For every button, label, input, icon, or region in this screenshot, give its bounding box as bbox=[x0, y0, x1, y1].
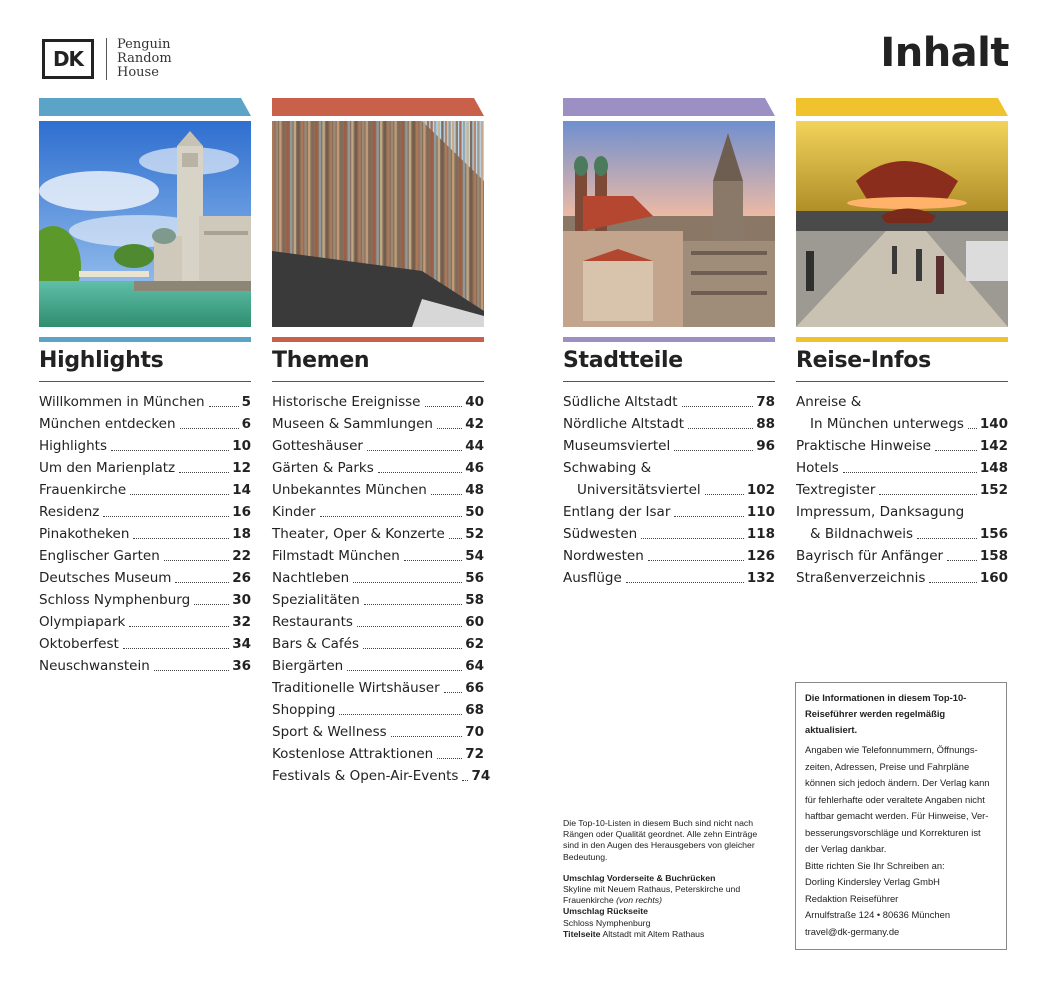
toc-entry[interactable]: Nordwesten 126 bbox=[563, 548, 775, 564]
toc-entry[interactable]: Neuschwanstein 36 bbox=[39, 658, 251, 674]
toc-entry[interactable]: Ausflüge 132 bbox=[563, 570, 775, 586]
toc-entry[interactable]: Festivals & Open-Air-Events 74 bbox=[272, 768, 491, 784]
toc-entry[interactable]: Praktische Hinweise 142 bbox=[796, 438, 1008, 454]
section-rule bbox=[563, 337, 775, 342]
toc-entry[interactable]: Anreise & In München unterwegs 140 bbox=[796, 394, 1008, 432]
toc-entry[interactable]: Restaurants 60 bbox=[272, 614, 484, 630]
toc-entry[interactable]: Gärten & Parks 46 bbox=[272, 460, 484, 476]
penguin-random-house-wordmark bbox=[117, 38, 172, 80]
toc-list-stadtteile bbox=[563, 391, 775, 589]
toc-entry[interactable]: Nördliche Altstadt 88 bbox=[563, 416, 775, 432]
section-stadtteile bbox=[563, 98, 775, 589]
toc-entry[interactable]: Gotteshäuser 44 bbox=[272, 438, 484, 454]
publisher-line: Penguin bbox=[117, 37, 171, 52]
toc-entry[interactable]: Traditionelle Wirtshäuser 66 bbox=[272, 680, 484, 696]
cover-back-title: Umschlag Rückseite bbox=[563, 906, 648, 917]
publisher-line: House bbox=[117, 65, 159, 80]
subway-station-photo bbox=[796, 121, 1008, 327]
section-tab-themen bbox=[272, 98, 484, 116]
info-box-line: Dorling Kindersley Verlag GmbH bbox=[805, 876, 940, 887]
toc-entry[interactable]: Hotels 148 bbox=[796, 460, 1008, 476]
toc-entry[interactable]: Bayrisch für Anfänger 158 bbox=[796, 548, 1008, 564]
info-box-line: haftbar gemacht werden. Für Hinweise, Ver- bbox=[805, 810, 989, 821]
toc-entry[interactable]: Frauenkirche 14 bbox=[39, 482, 251, 498]
cover-front-italic: (von rechts) bbox=[616, 895, 662, 906]
toc-entry[interactable]: Shopping 68 bbox=[272, 702, 484, 718]
section-heading-reise-infos: Reise-Infos bbox=[796, 348, 1008, 382]
email-link[interactable]: travel@dk-germany.de bbox=[805, 925, 900, 937]
colorful-facade-photo bbox=[272, 121, 484, 327]
toc-entry[interactable]: Theater, Oper & Konzerte 52 bbox=[272, 526, 484, 542]
section-tab-reise-infos bbox=[796, 98, 1008, 116]
info-box-line: Arnulfstraße 124 • 80636 München bbox=[805, 909, 951, 920]
toc-entry[interactable]: Biergärten 64 bbox=[272, 658, 484, 674]
toc-entry[interactable]: Museumsviertel 96 bbox=[563, 438, 775, 454]
logo-divider bbox=[106, 38, 107, 80]
section-rule bbox=[39, 337, 251, 342]
toc-entry[interactable]: Pinakotheken 18 bbox=[39, 526, 251, 542]
info-box-line: für fehlerhafte oder veraltete Angaben nicht bbox=[805, 793, 985, 805]
toc-entry[interactable]: Südwesten 118 bbox=[563, 526, 775, 542]
info-box-line: Redaktion Reiseführer bbox=[805, 892, 899, 904]
toc-entry[interactable]: Residenz 16 bbox=[39, 504, 251, 520]
cover-front-title: Umschlag Vorderseite & Buchrücken bbox=[563, 872, 716, 883]
info-box-heading: Die Informationen in diesem Top-10- Reiseführer werden regelmäßig aktualisiert. bbox=[805, 692, 967, 735]
info-box-line: Bitte richten Sie Ihr Schreiben an: bbox=[805, 859, 945, 871]
deutsches-museum-isar-photo bbox=[39, 121, 251, 327]
cover-back-text: Schloss Nymphenburg bbox=[563, 917, 651, 928]
toc-entry[interactable]: Entlang der Isar 110 bbox=[563, 504, 775, 520]
toc-entry[interactable]: Oktoberfest 34 bbox=[39, 636, 251, 652]
toc-entry[interactable]: Englischer Garten 22 bbox=[39, 548, 251, 564]
publisher-line: Random bbox=[117, 51, 172, 66]
toc-entry[interactable]: Textregister 152 bbox=[796, 482, 1008, 498]
toc-entry[interactable]: Impressum, Danksagung & Bildnachweis 156 bbox=[796, 504, 1008, 542]
update-info-box bbox=[795, 682, 1007, 950]
toc-entry[interactable]: Nachtleben 56 bbox=[272, 570, 484, 586]
toc-list-reise-infos bbox=[796, 391, 1008, 589]
dk-logo-mark: DK bbox=[42, 39, 94, 79]
info-box-line: besserungsvorschläge und Korrekturen ist bbox=[805, 826, 981, 838]
toc-entry[interactable]: Straßenverzeichnis 160 bbox=[796, 570, 1008, 586]
toc-entry[interactable]: Filmstadt München 54 bbox=[272, 548, 484, 564]
toc-list-highlights bbox=[39, 391, 251, 677]
section-heading-stadtteile: Stadtteile bbox=[563, 348, 775, 382]
publisher-logo bbox=[42, 38, 172, 80]
toc-entry[interactable]: Schwabing & Universitätsviertel 102 bbox=[563, 460, 775, 498]
info-box-line: zeiten, Adressen, Preise und Fahrpläne bbox=[805, 760, 970, 772]
toc-entry[interactable]: München entdecken 6 bbox=[39, 416, 251, 432]
section-rule bbox=[272, 337, 484, 342]
section-heading-themen: Themen bbox=[272, 348, 484, 382]
toc-entry[interactable]: Museen & Sammlungen 42 bbox=[272, 416, 484, 432]
toc-entry[interactable]: Spezialitäten 58 bbox=[272, 592, 484, 608]
toc-entry[interactable]: Deutsches Museum 26 bbox=[39, 570, 251, 586]
section-tab-highlights bbox=[39, 98, 251, 116]
toc-entry[interactable]: Olympiapark 32 bbox=[39, 614, 251, 630]
section-themen bbox=[272, 98, 491, 787]
section-highlights bbox=[39, 98, 251, 677]
toc-entry[interactable]: Kostenlose Attraktionen 72 bbox=[272, 746, 484, 762]
title-page-text: Altstadt mit Altem Rathaus bbox=[602, 928, 705, 939]
ranking-note: Die Top-10-Listen in diesem Buch sind nicht nach Rängen oder Qualität geordnet. Alle zehn Einträge sind in den Augen des Herausgebers von gleicher Bedeutung. bbox=[563, 818, 758, 862]
cover-front-text: Skyline mit Neuem Rathaus, Peterskirche und Frauenkirche bbox=[563, 884, 741, 906]
info-box-line: Angaben wie Telefonnummern, Öffnungs- bbox=[805, 744, 978, 755]
toc-entry[interactable]: Highlights 10 bbox=[39, 438, 251, 454]
info-box-line: können sich jedoch ändern. Der Verlag kann bbox=[805, 777, 990, 788]
title-page-label: Titelseite bbox=[563, 928, 601, 939]
munich-skyline-photo bbox=[563, 121, 775, 327]
toc-entry[interactable]: Südliche Altstadt 78 bbox=[563, 394, 775, 410]
toc-entry[interactable]: Schloss Nymphenburg 30 bbox=[39, 592, 251, 608]
toc-entry[interactable]: Bars & Cafés 62 bbox=[272, 636, 484, 652]
toc-entry[interactable]: Um den Marienplatz 12 bbox=[39, 460, 251, 476]
toc-entry[interactable]: Historische Ereignisse 40 bbox=[272, 394, 484, 410]
toc-entry[interactable]: Unbekanntes München 48 bbox=[272, 482, 484, 498]
page-title: Inhalt bbox=[880, 30, 1009, 76]
toc-list-themen bbox=[272, 391, 491, 787]
toc-entry[interactable]: Willkommen in München 5 bbox=[39, 394, 251, 410]
section-rule bbox=[796, 337, 1008, 342]
section-reise-infos bbox=[796, 98, 1008, 589]
toc-entry[interactable]: Kinder 50 bbox=[272, 504, 484, 520]
section-heading-highlights: Highlights bbox=[39, 348, 251, 382]
toc-entry[interactable]: Sport & Wellness 70 bbox=[272, 724, 484, 740]
section-tab-stadtteile bbox=[563, 98, 775, 116]
credits-note bbox=[563, 818, 763, 940]
info-box-line: der Verlag dankbar. bbox=[805, 843, 887, 854]
